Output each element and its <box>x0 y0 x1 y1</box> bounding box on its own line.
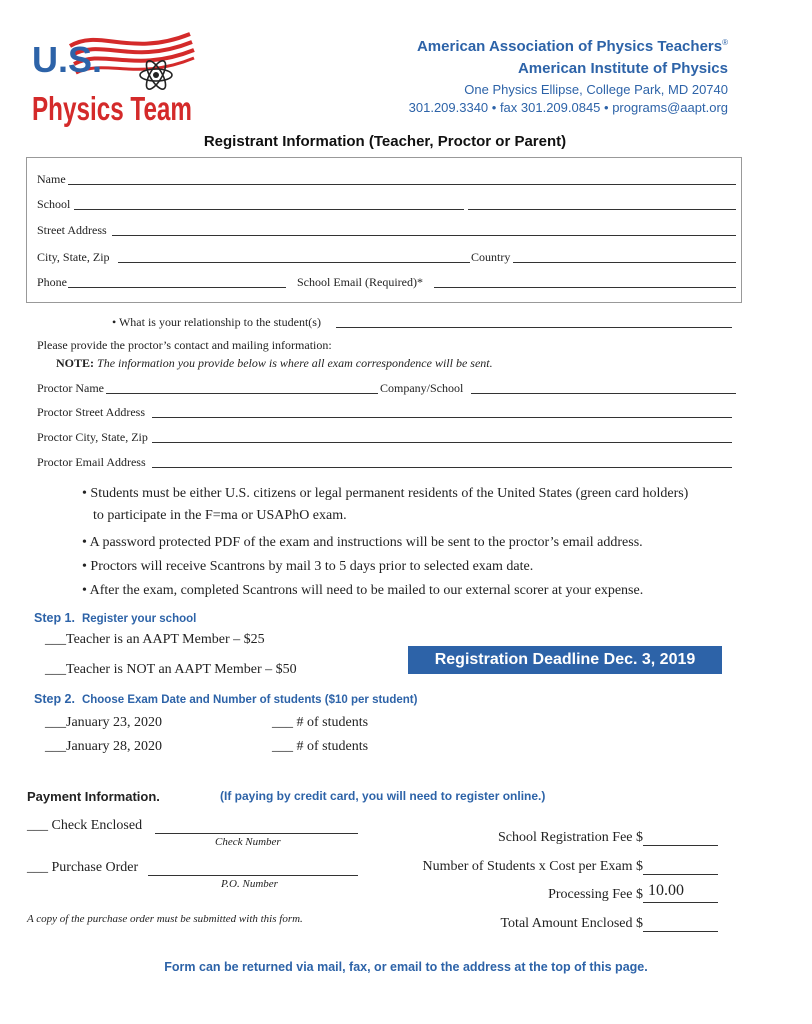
street-label: Street Address <box>37 223 107 237</box>
purchase-order-option[interactable]: ___ Purchase Order <box>27 860 139 875</box>
step1-label: Step 1. <box>34 611 75 625</box>
relationship-field[interactable] <box>336 327 732 328</box>
aapt-member-option[interactable]: ___Teacher is an AAPT Member – $25 <box>45 632 265 647</box>
country-label: Country <box>471 250 511 264</box>
logo-bottom-text: Physics Team <box>32 90 192 127</box>
total-amount-field[interactable] <box>643 931 718 932</box>
exam-date-jan28[interactable]: ___January 28, 2020 <box>45 739 163 754</box>
registration-deadline-banner: Registration Deadline Dec. 3, 2019 <box>408 646 722 674</box>
payment-title: Payment Information. <box>27 789 160 804</box>
atom-icon <box>140 58 172 92</box>
proctor-name-label: Proctor Name <box>37 381 104 395</box>
step1-heading <box>34 611 196 625</box>
note-label: NOTE: <box>56 356 95 370</box>
non-member-option[interactable]: ___Teacher is NOT an AAPT Member – $50 <box>45 662 297 677</box>
org-name-aapt: American Association of Physics Teachers® <box>416 38 728 55</box>
step2-heading <box>34 692 417 706</box>
registrant-section-title: Registrant Information (Teacher, Proctor or Parent) <box>203 133 567 150</box>
school-fee-label: School Registration Fee $ <box>497 830 643 845</box>
processing-fee-value: 10.00 <box>648 882 684 899</box>
org-name-aip: American Institute of Physics <box>517 60 728 77</box>
processing-fee-field[interactable] <box>643 902 718 903</box>
city-label: City, State, Zip <box>37 250 110 264</box>
step1-title: Register your school <box>81 613 197 625</box>
check-enclosed-option[interactable]: ___ Check Enclosed <box>27 818 143 833</box>
processing-fee-label: Processing Fee $ <box>548 887 643 902</box>
phone-label: Phone <box>37 275 67 289</box>
logo-top-text: U.S. <box>32 39 103 80</box>
bullet-mail-scantrons: • After the exam, completed Scantrons will need to be mailed to our external scorer at your expense. <box>82 583 644 598</box>
bullet-citizenship-line2: to participate in the F=ma or USAPhO exam. <box>93 508 347 523</box>
bullet-scantrons: • Proctors will receive Scantrons by mail 3 to 5 days prior to selected exam date. <box>82 559 534 574</box>
bullet-citizenship-line1: • Students must be either U.S. citizens or legal permanent residents of the United States (green card holders) <box>82 486 689 501</box>
students-cost-field[interactable] <box>643 874 718 875</box>
total-amount-label: Total Amount Enclosed $ <box>500 916 643 931</box>
students-cost-label: Number of Students x Cost per Exam $ <box>422 859 643 874</box>
school-field[interactable] <box>74 209 464 210</box>
school-email-field[interactable] <box>434 287 736 288</box>
check-number-field[interactable] <box>155 833 358 834</box>
proctor-city-label: Proctor City, State, Zip <box>37 430 148 444</box>
proctor-name-field[interactable] <box>106 393 378 394</box>
payment-note: (If paying by credit card, you will need to register online.) <box>220 789 546 803</box>
phone-field[interactable] <box>68 287 286 288</box>
return-instructions: Form can be returned via mail, fax, or email to the address at the top of this page. <box>164 960 648 974</box>
school-field-continued[interactable] <box>468 209 736 210</box>
proctor-intro: Please provide the proctor’s contact and mailing information: <box>37 338 332 352</box>
city-field[interactable] <box>118 262 470 263</box>
proctor-email-field[interactable] <box>152 467 732 468</box>
proctor-company-label: Company/School <box>380 381 464 395</box>
po-number-field[interactable] <box>148 875 358 876</box>
note-text: The information you provide below is where all exam correspondence will be sent. <box>97 356 493 370</box>
school-label: School <box>37 197 71 211</box>
relationship-label: • What is your relationship to the student(s) <box>112 315 321 329</box>
registered-mark: ® <box>722 38 728 47</box>
school-email-label: School Email (Required)* <box>297 275 423 289</box>
org-contact: 301.209.3340 • fax 301.209.0845 • programs@aapt.org <box>408 100 728 115</box>
step2-title: Choose Exam Date and Number of students ($10 per student) <box>81 694 418 706</box>
check-number-caption: Check Number <box>215 836 281 848</box>
exam-date-jan23[interactable]: ___January 23, 2020 <box>45 715 163 730</box>
proctor-street-field[interactable] <box>152 417 732 418</box>
proctor-street-label: Proctor Street Address <box>37 405 145 419</box>
students-count-jan23[interactable]: ___ # of students <box>272 715 369 730</box>
proctor-note <box>56 356 493 371</box>
us-physics-team-logo <box>30 28 198 132</box>
bullet-pdf: • A password protected PDF of the exam and instructions will be sent to the proctor’s email address. <box>82 535 643 550</box>
name-field[interactable] <box>68 184 736 185</box>
country-field[interactable] <box>513 262 736 263</box>
school-fee-field[interactable] <box>643 845 718 846</box>
name-label: Name <box>37 172 66 186</box>
students-count-jan28[interactable]: ___ # of students <box>272 739 369 754</box>
org-address: One Physics Ellipse, College Park, MD 20740 <box>464 82 728 97</box>
street-field[interactable] <box>112 235 736 236</box>
po-number-caption: P.O. Number <box>221 878 278 890</box>
step2-label: Step 2. <box>34 692 75 706</box>
proctor-company-field[interactable] <box>471 393 736 394</box>
po-submission-note: A copy of the purchase order must be submitted with this form. <box>27 913 303 925</box>
proctor-city-field[interactable] <box>152 442 732 443</box>
proctor-email-label: Proctor Email Address <box>37 455 146 469</box>
